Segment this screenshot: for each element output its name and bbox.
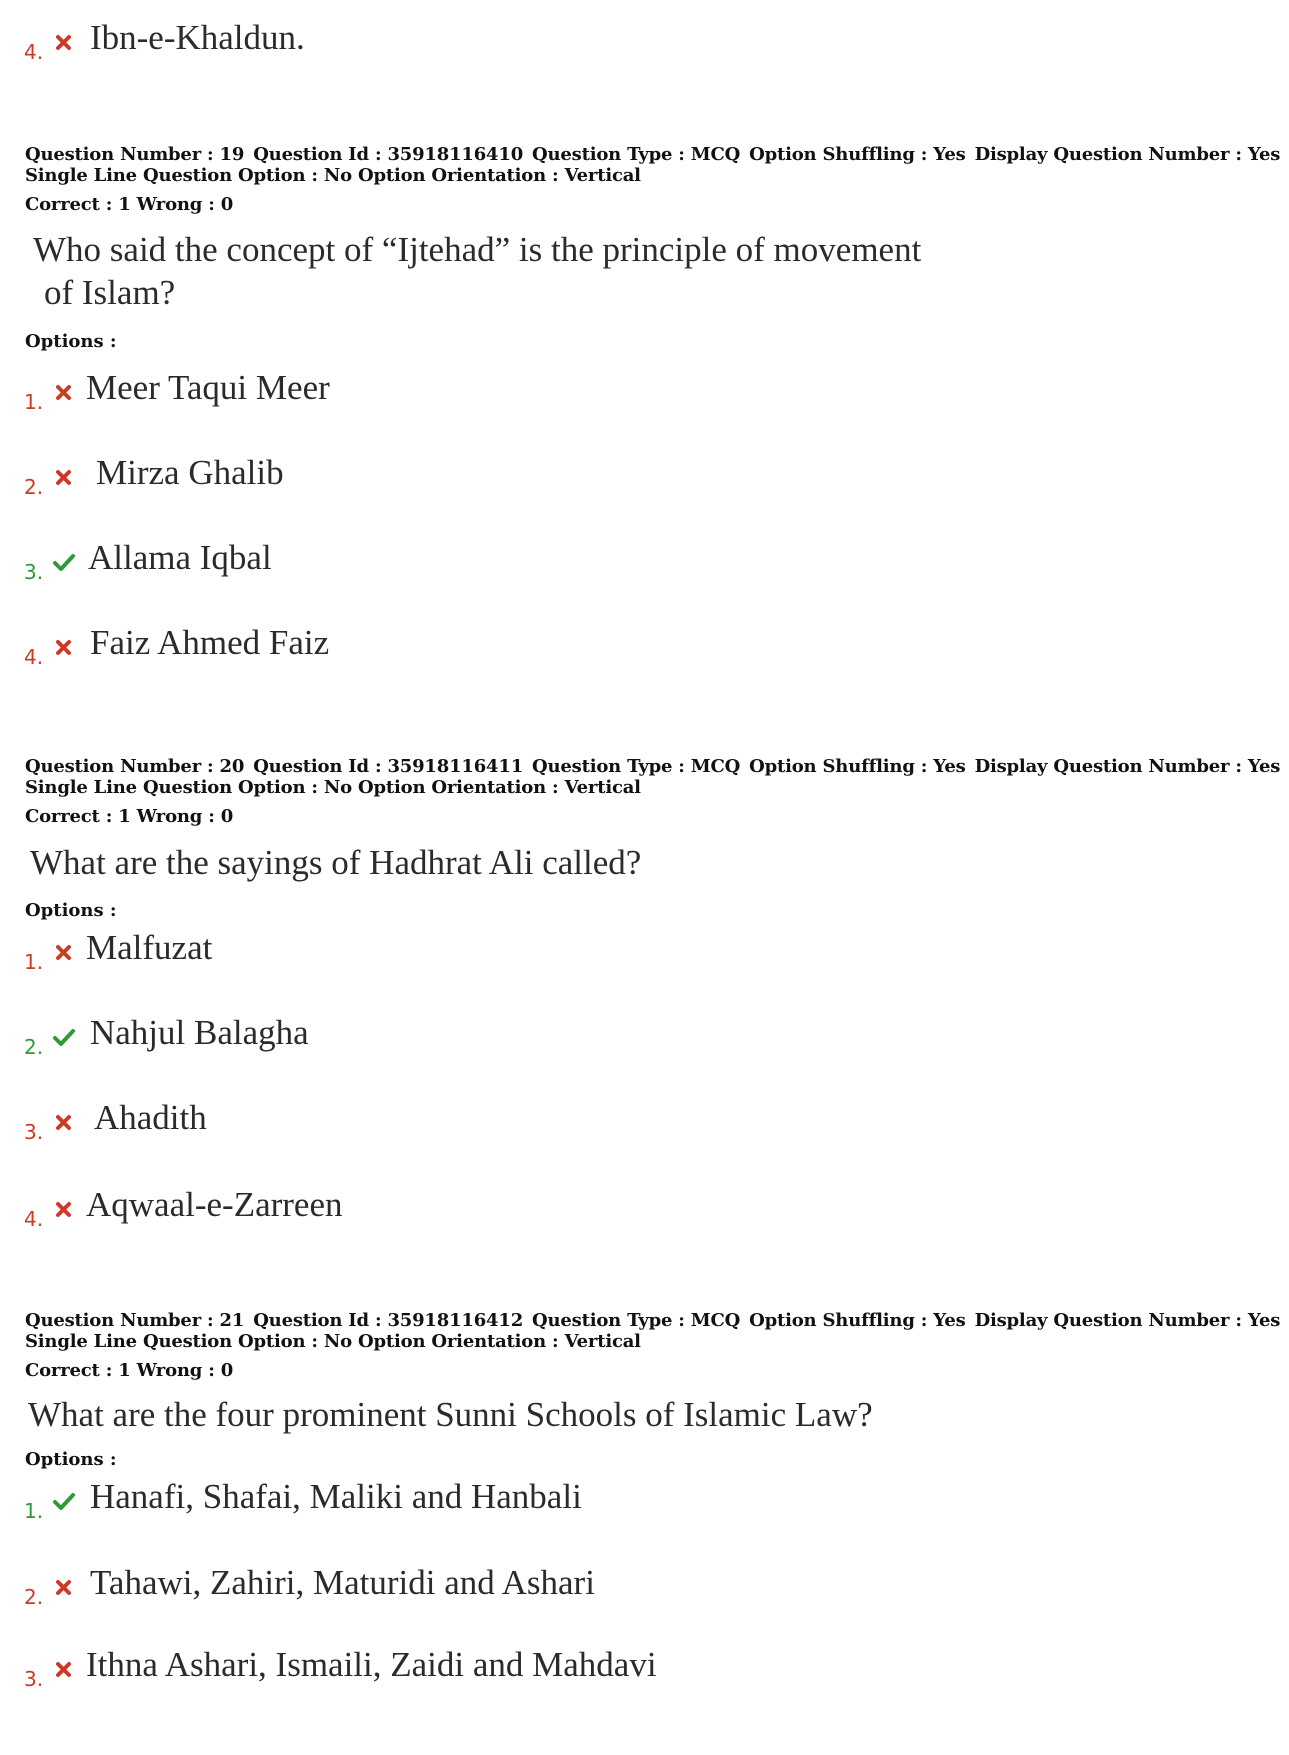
- option-item: [24, 928, 924, 978]
- option-text: Ithna Ashari, Ismaili, Zaidi and Mahdavi: [86, 1645, 657, 1684]
- cross-icon: [52, 1197, 76, 1221]
- option-number: 4.: [24, 1207, 44, 1231]
- option-text: Ibn-e-Khaldun.: [90, 18, 305, 57]
- option-item: [24, 1185, 924, 1235]
- display-question-number: Display Question Number : Yes: [974, 1310, 1281, 1331]
- option-number: 2.: [24, 1585, 44, 1609]
- option-text: Ahadith: [94, 1098, 207, 1137]
- option-item: [24, 1645, 924, 1695]
- question-stem: What are the sayings of Hadhrat Ali called?: [30, 843, 642, 882]
- display-question-number: Display Question Number : Yes: [974, 144, 1281, 165]
- option-number: 1.: [24, 1499, 44, 1523]
- question-id: Question Id : 35918116411: [253, 756, 524, 777]
- option-text: Faiz Ahmed Faiz: [90, 623, 330, 662]
- cross-icon: [52, 1110, 76, 1134]
- option-text: Hanafi, Shafai, Maliki and Hanbali: [90, 1477, 582, 1516]
- question-marks: Correct : 1 Wrong : 0: [25, 194, 234, 215]
- question-number: Question Number : 19: [25, 144, 245, 165]
- question-id: Question Id : 35918116412: [253, 1310, 524, 1331]
- option-text: Aqwaal-e-Zarreen: [86, 1185, 343, 1224]
- question-stem-continued: of Islam?: [44, 273, 176, 312]
- check-icon: [52, 550, 76, 574]
- option-number: 3.: [24, 560, 44, 584]
- options-label: Options :: [25, 331, 117, 352]
- question-type: Question Type : MCQ: [532, 1310, 741, 1331]
- option-text: Allama Iqbal: [88, 538, 272, 577]
- options-label: Options :: [25, 900, 117, 921]
- option-shuffling: Option Shuffling : Yes: [749, 1310, 966, 1331]
- option-item: [24, 1563, 924, 1613]
- cross-icon: [52, 635, 76, 659]
- question-id: Question Id : 35918116410: [253, 144, 524, 165]
- question-meta-line-1: [25, 756, 1289, 777]
- question-marks: Correct : 1 Wrong : 0: [25, 806, 234, 827]
- cross-icon: [52, 940, 76, 964]
- question-type: Question Type : MCQ: [532, 756, 741, 777]
- question-meta-line-2: Single Line Question Option : No Option Orientation : Vertical: [25, 777, 641, 798]
- option-item: [24, 1477, 924, 1527]
- cross-icon: [52, 30, 76, 54]
- option-number: 3.: [24, 1120, 44, 1144]
- question-type: Question Type : MCQ: [532, 144, 741, 165]
- option-text: Meer Taqui Meer: [86, 368, 330, 407]
- option-item: [24, 18, 924, 68]
- check-icon: [52, 1025, 76, 1049]
- option-text: Nahjul Balagha: [90, 1013, 309, 1052]
- option-shuffling: Option Shuffling : Yes: [749, 144, 966, 165]
- question-number: Question Number : 21: [25, 1310, 245, 1331]
- option-item: [24, 1098, 924, 1148]
- question-meta-line-1: [25, 144, 1289, 165]
- option-text: Mirza Ghalib: [96, 453, 284, 492]
- option-item: [24, 538, 924, 588]
- cross-icon: [52, 380, 76, 404]
- option-number: 2.: [24, 1035, 44, 1059]
- option-item: [24, 453, 924, 503]
- option-number: 3.: [24, 1667, 44, 1691]
- option-item: [24, 623, 924, 673]
- question-meta-line-2: Single Line Question Option : No Option Orientation : Vertical: [25, 165, 641, 186]
- cross-icon: [52, 1575, 76, 1599]
- check-icon: [52, 1489, 76, 1513]
- cross-icon: [52, 1657, 76, 1681]
- question-stem: What are the four prominent Sunni Schools of Islamic Law?: [28, 1395, 873, 1434]
- option-number: 1.: [24, 390, 44, 414]
- question-meta-line-1: [25, 1310, 1289, 1331]
- option-number: 2.: [24, 475, 44, 499]
- option-text: Tahawi, Zahiri, Maturidi and Ashari: [90, 1563, 595, 1602]
- cross-icon: [52, 465, 76, 489]
- option-text: Malfuzat: [86, 928, 213, 967]
- option-shuffling: Option Shuffling : Yes: [749, 756, 966, 777]
- question-number: Question Number : 20: [25, 756, 245, 777]
- options-label: Options :: [25, 1449, 117, 1470]
- option-item: [24, 1013, 924, 1063]
- option-item: [24, 368, 924, 418]
- question-meta-line-2: Single Line Question Option : No Option Orientation : Vertical: [25, 1331, 641, 1352]
- option-number: 1.: [24, 950, 44, 974]
- display-question-number: Display Question Number : Yes: [974, 756, 1281, 777]
- question-stem: Who said the concept of “Ijtehad” is the principle of movement: [33, 230, 922, 269]
- question-marks: Correct : 1 Wrong : 0: [25, 1360, 234, 1381]
- option-number: 4.: [24, 40, 44, 64]
- option-number: 4.: [24, 645, 44, 669]
